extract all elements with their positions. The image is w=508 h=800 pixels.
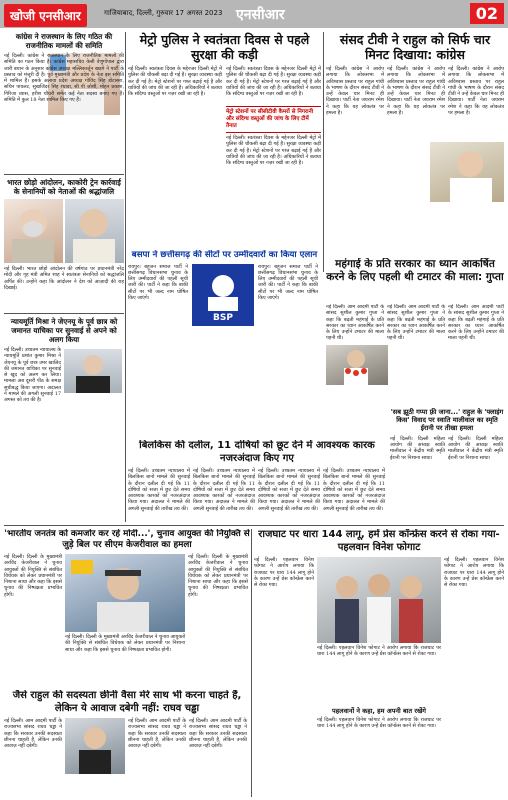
bilkis-text-4: नई दिल्ली। उच्चतम न्यायालय में बिलकिस बानो मामले की सुनवाई के दौरान दलील दी गई कि 11 दोषियों को सजा में छूट देते समय आवश्यक कारकों को नजरअंदाज किया गया। अदालत ने मामले की अगली सुनवाई की तारीख तय की। bbox=[323, 468, 385, 512]
flying-kiss-story bbox=[390, 408, 504, 508]
bilkis-story bbox=[128, 440, 386, 520]
bilkis-headline: बिलकिस की दलील, 11 दोषियों को छूट देने में आवश्यक कारक नजरअंदाज किए गए bbox=[139, 440, 375, 464]
column-left bbox=[4, 32, 124, 437]
rajghat-text-4: नई दिल्ली। पहलवान विनेश फोगाट ने आरोप लगाया कि राजघाट पर धारा 144 लागू होने के कारण उन्हें प्रेस कॉन्फ्रेंस करने से रोका गया। bbox=[444, 557, 504, 589]
sansad-text-3: नई दिल्ली। कांग्रेस ने आरोप लगाया कि लोकसभा में अविश्वास प्रस्ताव पर राहुल गांधी के भाषण के दौरान संसद टीवी ने उन्हें केवल चार मिनट ही दिखाया। पार्टी नेता जयराम रमेश ने कहा कि यह लोकतंत्र पर हमला है। bbox=[448, 66, 504, 117]
section-divider bbox=[4, 525, 504, 526]
story3-headline: न्यायमूर्ति मिश्रा ने जेएनयू के पूर्व छात्र को जमानत याचिका पर सुनवाई से अपने को अलग किया bbox=[10, 317, 118, 344]
bsp-text: रायपुर। बहुजन समाज पार्टी ने छत्तीसगढ़ विधानसभा चुनाव के लिए उम्मीदवारों की पहली सूची जारी की। पार्टी ने कहा कि बाकी सीटों पर भी जल्द नाम घोषित किए जाएंगे। bbox=[128, 263, 188, 301]
rajghat-subhead: पहलवानों ने कहा, हम अपनी बात रखेंगे bbox=[332, 707, 426, 715]
rajghat-story bbox=[254, 529, 504, 797]
story2-text: नई दिल्ली। भारत छोड़ो आंदोलन की वर्षगांठ पर प्रधानमंत्री नरेंद्र मोदी और गृह मंत्री अमित शाह ने स्वतंत्रता सेनानियों को श्रद्धांजलि अर्पित की। उन्होंने कहा कि आंदोलन ने देश को आज़ादी की राह दिखाई। bbox=[4, 266, 124, 291]
tomar-text-2: नई दिल्ली। आम आदमी पार्टी के सांसद सुशील कुमार गुप्ता ने कहा कि बढ़ती महंगाई के प्रति सरकार का ध्यान आकर्षित करने के लिए उन्होंने टमाटर की माला पहनी थी। bbox=[387, 304, 445, 342]
bilkis-text-3: नई दिल्ली। उच्चतम न्यायालय में बिलकिस बानो मामले की सुनवाई के दौरान दलील दी गई कि 11 दोषियों को सजा में छूट देते समय आवश्यक कारकों को नजरअंदाज किया गया। अदालत ने मामले की अगली सुनवाई की तारीख तय की। bbox=[258, 468, 320, 512]
column-rule bbox=[251, 529, 252, 797]
flying-kiss-text: नई दिल्ली। दिल्ली महिला आयोग की अध्यक्ष स्वाति मालीवाल ने केंद्रीय मंत्री स्मृति ईरानी पर निशाना साधा। bbox=[390, 435, 445, 461]
metro-text-3: नई दिल्ली। स्वतंत्रता दिवस के मद्देनजर दिल्ली मेट्रो में पुलिस की चौकसी बढ़ा दी गई है। सुरक्षा व्यवस्था कड़ी कर दी गई है। मेट्रो स्टेशनों पर गश्त बढ़ाई गई है और यात्रियों की जांच की जा रही है। अधिकारियों ने बताया कि संदिग्ध वस्तुओं पर नज़र रखी जा रही है। bbox=[226, 135, 321, 167]
raghav-text: नई दिल्ली। आम आदमी पार्टी के राज्यसभा सांसद राघव चड्ढा ने कहा कि सरकार उनकी सदस्यता छीनना चाहती है, लेकिन उनकी आवाज़ नहीं दबेगी। bbox=[4, 718, 62, 750]
raghav-text-3: नई दिल्ली। आम आदमी पार्टी के राज्यसभा सांसद राघव चड्ढा ने कहा कि सरकार उनकी सदस्यता छीनना चाहती है, लेकिन उनकी आवाज़ नहीं दबेगी। bbox=[189, 718, 247, 750]
bsp-logo-text: BSP bbox=[213, 312, 233, 323]
page-number: 02 bbox=[470, 3, 504, 24]
raghav-photo bbox=[65, 718, 125, 774]
tomar-headline-display: महंगाई के प्रति सरकार का ध्यान आकर्षित करने के लिए पहली थी टमाटर की माला: गुप्ता bbox=[326, 258, 504, 283]
story3-text: नई दिल्ली। उच्चतम न्यायालय के न्यायमूर्ति प्रशांत कुमार मिश्रा ने जेएनयू के पूर्व छात्र उमर खालिद की जमानत याचिका पर सुनवाई से खुद को अलग कर लिया। मामला अब दूसरी पीठ के समक्ष सूचीबद्ध किया जाएगा। अदालत ने मामले की अगली सुनवाई 17 अगस्त को तय की है। bbox=[4, 347, 61, 404]
dateline: गाजियाबाद, दिल्ली, गुरुवार 17 अगस्त 2023 bbox=[104, 9, 223, 17]
column-rule bbox=[125, 32, 126, 522]
kejriwal-text: नई दिल्ली। दिल्ली के मुख्यमंत्री अरविंद केजरीवाल ने चुनाव आयुक्तों की नियुक्ति से संबंधित विधेयक को लेकर प्रधानमंत्री पर निशाना साधा और कहा कि इससे चुनाव की निष्पक्षता प्रभावित होगी। bbox=[4, 554, 62, 598]
metro-text-2: नई दिल्ली। स्वतंत्रता दिवस के मद्देनजर दिल्ली मेट्रो में पुलिस की चौकसी बढ़ा दी गई है। सुरक्षा व्यवस्था कड़ी कर दी गई है। मेट्रो स्टेशनों पर गश्त बढ़ाई गई है और यात्रियों की जांच की जा रही है। अधिकारियों ने बताया कि संदिग्ध वस्तुओं पर नज़र रखी जा रही है। bbox=[226, 66, 321, 98]
kejriwal-text-2: नई दिल्ली। दिल्ली के मुख्यमंत्री अरविंद केजरीवाल ने चुनाव आयुक्तों की नियुक्ति से संबंधित विधेयक को लेकर प्रधानमंत्री पर निशाना साधा और कहा कि इससे चुनाव की निष्पक्षता प्रभावित होगी। bbox=[65, 634, 185, 653]
wrestlers-photo bbox=[317, 557, 441, 643]
flying-kiss-text-2: नई दिल्ली। दिल्ली महिला आयोग की अध्यक्ष स्वाति मालीवाल ने केंद्रीय मंत्री स्मृति ईरानी पर निशाना साधा। bbox=[448, 435, 503, 461]
rajghat-text: नई दिल्ली। पहलवान विनेश फोगाट ने आरोप लगाया कि राजघाट पर धारा 144 लागू होने के कारण उन्हें प्रेस कॉन्फ्रेंस करने से रोका गया। bbox=[254, 557, 314, 589]
raghav-text-2: नई दिल्ली। आम आदमी पार्टी के राज्यसभा सांसद राघव चड्ढा ने कहा कि सरकार उनकी सदस्यता छीनना चाहती है, लेकिन उनकी आवाज़ नहीं दबेगी। bbox=[128, 718, 186, 750]
story1-headline: कांग्रेस ने राजस्थान के लिए गठित की राजनीतिक मामलों की समिति bbox=[15, 32, 113, 50]
modi-photo bbox=[4, 199, 63, 263]
kejriwal-photo bbox=[65, 554, 185, 632]
bsp-text-2: रायपुर। बहुजन समाज पार्टी ने छत्तीसगढ़ विधानसभा चुनाव के लिए उम्मीदवारों की पहली सूची जारी की। पार्टी ने कहा कि बाकी सीटों पर भी जल्द नाम घोषित किए जाएंगे। bbox=[258, 263, 318, 301]
kejriwal-text-3: नई दिल्ली। दिल्ली के मुख्यमंत्री अरविंद केजरीवाल ने चुनाव आयुक्तों की नियुक्ति से संबंधित विधेयक को लेकर प्रधानमंत्री पर निशाना साधा और कहा कि इससे चुनाव की निष्पक्षता प्रभावित होगी। bbox=[188, 554, 248, 598]
sansad-text: नई दिल्ली। कांग्रेस ने आरोप लगाया कि लोकसभा में अविश्वास प्रस्ताव पर राहुल गांधी के भाषण के दौरान संसद टीवी ने उन्हें केवल चार मिनट ही दिखाया। पार्टी नेता जयराम रमेश ने कहा कि यह लोकतंत्र पर हमला है। bbox=[326, 66, 384, 117]
metro-callout: मेट्रो स्टेशनों पर सीसीटीवी कैमरों से निगरानी और संदिग्ध वस्तुओं की जांच के लिए टीमें तैनात bbox=[226, 106, 321, 133]
bilkis-text-2: नई दिल्ली। उच्चतम न्यायालय में बिलकिस बानो मामले की सुनवाई के दौरान दलील दी गई कि 11 दोषियों को सजा में छूट देते समय आवश्यक कारकों को नजरअंदाज किया गया। अदालत ने मामले की अगली सुनवाई की तारीख तय की। bbox=[193, 468, 255, 512]
shah-photo bbox=[65, 199, 124, 263]
rajghat-text-3: नई दिल्ली। पहलवान विनेश फोगाट ने आरोप लगाया कि राजघाट पर धारा 144 लागू होने के कारण उन्हें प्रेस कॉन्फ्रेंस करने से रोका गया। bbox=[317, 717, 441, 730]
flying-kiss-headline: 'सब झूठी गप्पा फ़्री जाना...' राहुल के 'फ्लाइंग किस' विवाद पर स्वाति मालीवाल का स्मृति ईरानी पर तीखा हमला bbox=[390, 408, 504, 433]
justice-photo bbox=[64, 349, 122, 393]
story2-headline: भारत छोड़ो आंदोलन, काकोरी ट्रेन कार्रवाई के सेनानियों को नेताओं की श्रद्धांजलि bbox=[7, 178, 121, 196]
sansad-headline: संसद टीवी ने राहुल को सिर्फ चार मिनट दिखाया: कांग्रेस bbox=[339, 32, 491, 62]
bsp-headline: बसपा ने छत्तीसगढ़ की सीटों पर उम्मीदवारों का किया एलान bbox=[131, 250, 318, 260]
metro-story bbox=[128, 32, 321, 247]
metro-headline: मेट्रो पुलिस ने स्वतंत्रता दिवस से पहले सुरक्षा की कड़ी bbox=[139, 32, 310, 62]
rahul-photo bbox=[430, 142, 504, 202]
tomar-text-3: नई दिल्ली। आम आदमी पार्टी के सांसद सुशील कुमार गुप्ता ने कहा कि बढ़ती महंगाई के प्रति सरकार का ध्यान आकर्षित करने के लिए उन्होंने टमाटर की माला पहनी थी। bbox=[448, 304, 504, 342]
column-rule bbox=[323, 32, 324, 272]
story1-text: नई दिल्ली। कांग्रेस ने राजस्थान के लिए राजनीतिक मामलों की समिति का गठन किया है। कांग्रेस महासचिव केसी वेणुगोपाल द्वारा जारी बयान के अनुसार कांग्रेस अध्यक्ष मल्लिकार्जुन खड़गे ने पार्टी के प्रस्ताव को मंजूरी दी है। पूर्व मुख्यमंत्री और प्रदेश के नेता इस समिति में शामिल हैं। इसके अलावा प्रदेश अध्यक्ष गोविंद सिंह डोटासरा, सचिन पायलट, सुखजिंदर सिंह रंधावा, सी पी जोशी, मोहन प्रकाश, गिरिजा व्यास, हरीश चौधरी समेत कई नेता सदस्य बनाए गए हैं। समिति में कुल 18 नेता शामिल किए गए हैं। bbox=[4, 53, 124, 104]
bilkis-text: नई दिल्ली। उच्चतम न्यायालय में बिलकिस बानो मामले की सुनवाई के दौरान दलील दी गई कि 11 दोषियों को सजा में छूट देते समय आवश्यक कारकों को नजरअंदाज किया गया। अदालत ने मामले की अगली सुनवाई की तारीख तय की। bbox=[128, 468, 190, 512]
rajghat-text-2: नई दिल्ली। पहलवान विनेश फोगाट ने आरोप लगाया कि राजघाट पर धारा 144 लागू होने के कारण उन्हें प्रेस कॉन्फ्रेंस करने से रोका गया। bbox=[317, 645, 441, 658]
sansad-text-2: नई दिल्ली। कांग्रेस ने आरोप लगाया कि लोकसभा में अविश्वास प्रस्ताव पर राहुल गांधी के भाषण के दौरान संसद टीवी ने उन्हें केवल चार मिनट ही दिखाया। पार्टी नेता जयराम रमेश ने कहा कि यह लोकतंत्र पर हमला है। bbox=[387, 66, 445, 117]
tomar-block bbox=[326, 258, 504, 302]
tomar-text: नई दिल्ली। आम आदमी पार्टी के सांसद सुशील कुमार गुप्ता ने कहा कि बढ़ती महंगाई के प्रति सरकार का ध्यान आकर्षित करने के लिए उन्होंने टमाटर की माला पहनी थी। bbox=[326, 304, 384, 342]
section-title: एनसीआर bbox=[236, 7, 285, 23]
brand-logo: खोजी एनसीआर bbox=[4, 4, 87, 27]
kejriwal-headline: 'भारतीय जनतंत्र को कमजोर कर रहे मोदी...', चुनाव आयुक्त की नियुक्ति से जुड़े बिल पर सीएम केजरीवाल का हमला bbox=[4, 529, 250, 550]
kejriwal-story bbox=[4, 529, 250, 689]
metro-text: नई दिल्ली। स्वतंत्रता दिवस के मद्देनजर दिल्ली मेट्रो में पुलिस की चौकसी बढ़ा दी गई है। सुरक्षा व्यवस्था कड़ी कर दी गई है। मेट्रो स्टेशनों पर गश्त बढ़ाई गई है और यात्रियों की जांच की जा रही है। अधिकारियों ने बताया कि संदिग्ध वस्तुओं पर नज़र रखी जा रही है। bbox=[128, 66, 222, 98]
raghav-story bbox=[4, 690, 250, 798]
raghav-headline: जैसे राहुल की सदस्यता छीनी वैसा मेरे साथ भी करना चाहते हैं, लेकिन ये आवाज दबेगी नहीं: राघव चड्ढा bbox=[12, 690, 242, 714]
masthead bbox=[0, 0, 508, 28]
rajghat-headline: राजघाट पर धारा 144 लागू, हमें प्रेस कॉन्फ्रेंस करने से रोका गया- पहलवान विनेश फोगाट bbox=[258, 529, 500, 553]
tomato-photo bbox=[326, 345, 388, 385]
